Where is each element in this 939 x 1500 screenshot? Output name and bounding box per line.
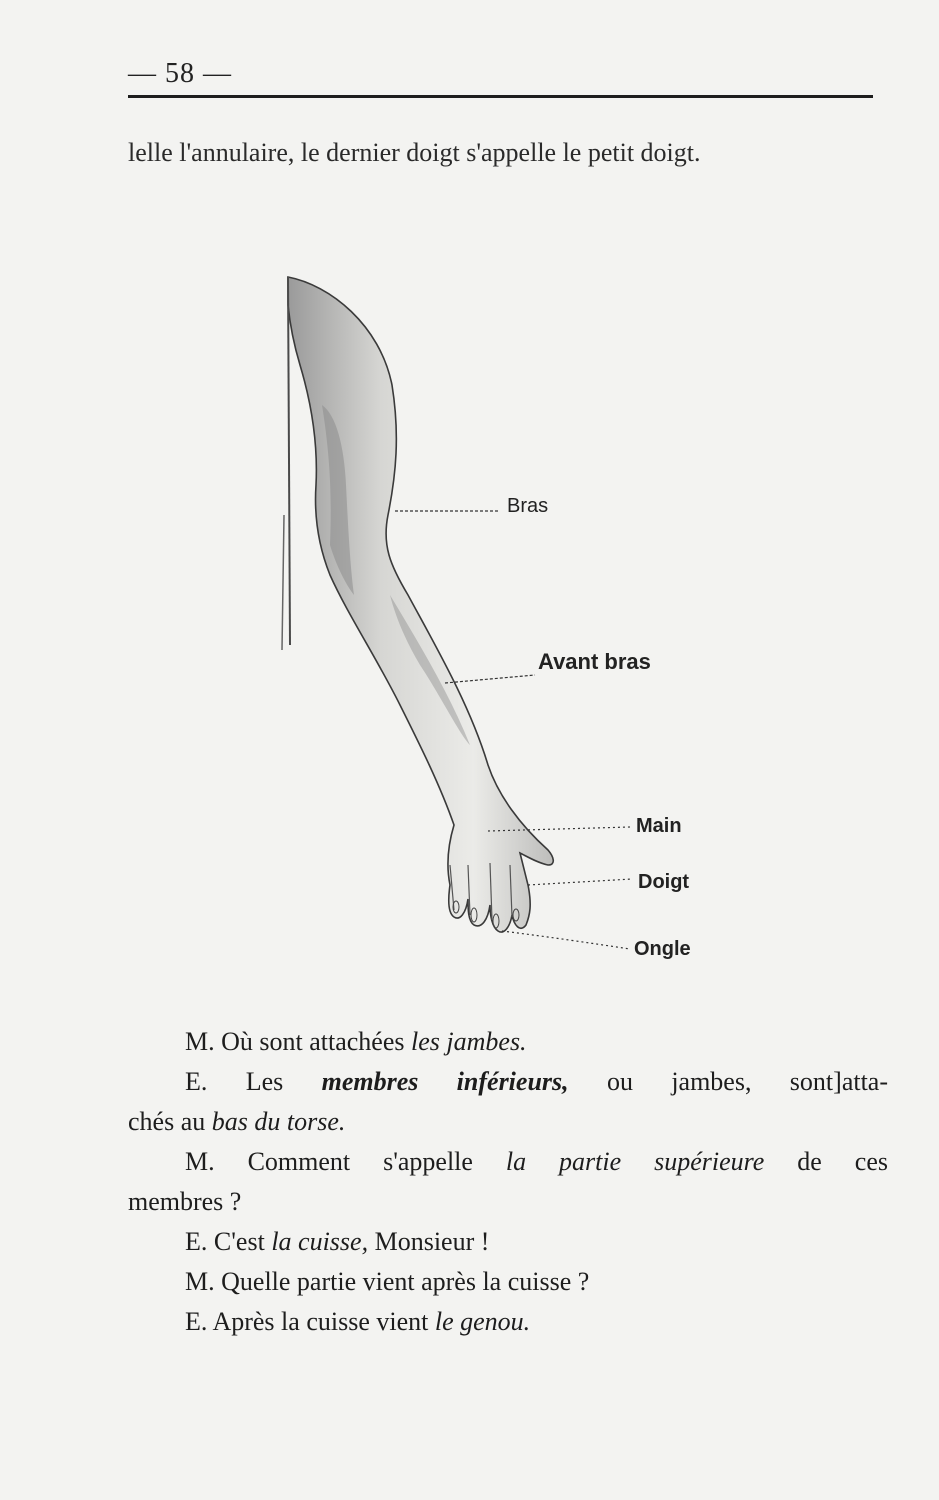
text-run: membres inférieurs,: [321, 1067, 569, 1096]
label-ongle: Ongle: [634, 938, 691, 960]
speaker-label: E.: [185, 1307, 208, 1336]
dialogue-line: [128, 1062, 888, 1102]
text-run: les jambes.: [411, 1027, 527, 1056]
text-run: Monsieur !: [368, 1227, 490, 1256]
text-run: membres ?: [128, 1187, 242, 1216]
text-run: la cuisse,: [271, 1227, 369, 1256]
text-run: chés au: [128, 1107, 212, 1136]
dialogue-line-continuation: [128, 1182, 888, 1222]
label-avant-bras: Avant bras: [538, 649, 651, 674]
dialogue-text: [128, 1022, 888, 1342]
speaker-label: E.: [185, 1227, 208, 1256]
text-run: Les: [207, 1067, 322, 1096]
arm-illustration: [270, 265, 720, 975]
text-run: le genou.: [434, 1307, 531, 1336]
speaker-label: M.: [185, 1027, 215, 1056]
paragraph-continuation: lelle l'annulaire, le dernier doigt s'appelle le petit doigt.: [128, 138, 701, 167]
dialogue-line: [128, 1022, 888, 1062]
dialogue-line: [128, 1222, 888, 1262]
text-run: bas du torse.: [211, 1107, 346, 1136]
label-doigt: Doigt: [638, 871, 690, 893]
text-run: Après la cuisse vient: [207, 1307, 435, 1336]
text-run: C'est: [207, 1227, 272, 1256]
header-rule: [128, 95, 873, 98]
arm-drawing: [270, 265, 720, 975]
speaker-label: M.: [185, 1147, 215, 1176]
text-run: Comment s'appelle: [214, 1147, 506, 1176]
dialogue-line-continuation: [128, 1102, 888, 1142]
label-bras: Bras: [507, 495, 549, 517]
text-run: Où sont attachées: [214, 1027, 412, 1056]
text-run: atta-: [841, 1067, 888, 1096]
dialogue-line: [128, 1142, 888, 1182]
text-run: ]: [833, 1067, 842, 1096]
page-number: — 58 —: [128, 58, 232, 89]
text-run: ou jambes, sont: [568, 1067, 834, 1096]
label-main: Main: [636, 815, 682, 837]
dialogue-line: [128, 1262, 888, 1302]
text-run: Quelle partie vient après la cuisse ?: [214, 1267, 590, 1296]
speaker-label: E.: [185, 1067, 208, 1096]
dialogue-line: [128, 1302, 888, 1342]
text-run: de ces: [764, 1147, 888, 1176]
speaker-label: M.: [185, 1267, 215, 1296]
text-run: la partie supérieure: [505, 1147, 765, 1176]
